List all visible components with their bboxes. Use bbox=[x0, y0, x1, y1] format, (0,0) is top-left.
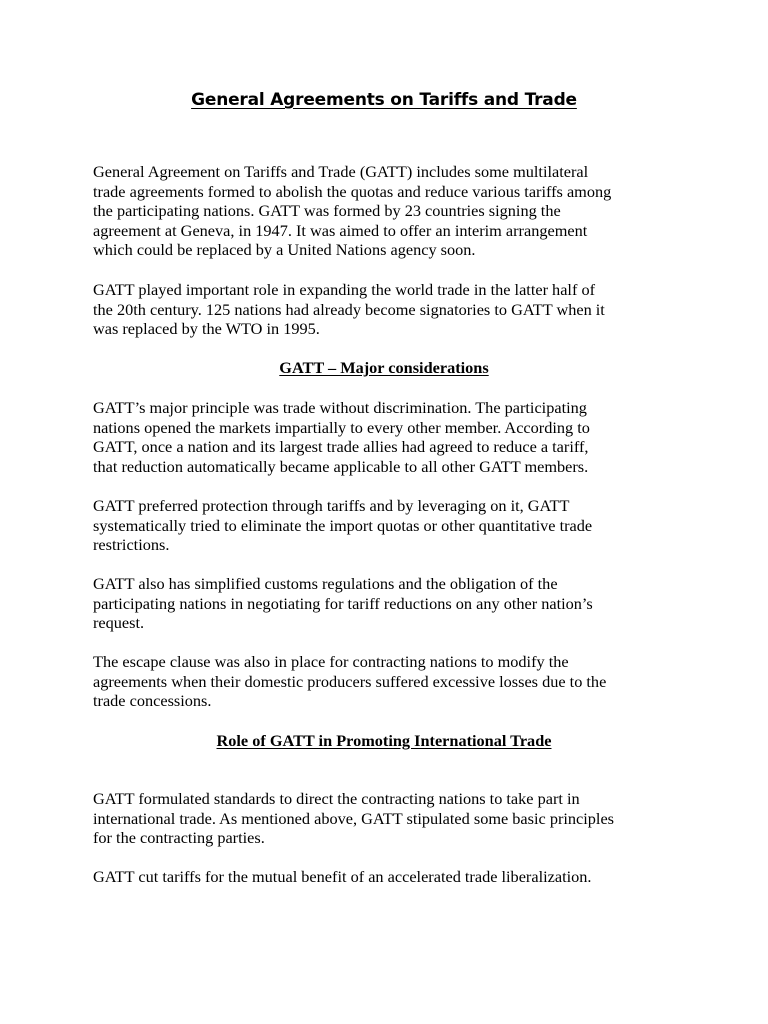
heading-major-considerations: GATT – Major considerations bbox=[279, 358, 489, 377]
paragraph-tariff-protection: GATT preferred protection through tariffs and by leveraging on it, GATT systematically tried to eliminate the import quotas or other quantitative trade restrictions. bbox=[93, 496, 593, 555]
paragraph-non-discrimination: GATT’s major principle was trade without discrimination. The participating nations opened the markets impartially to every other member. According to GATT, once a nation and its largest trade allies had agreed to reduce a tariff, that reduction automatically became applicable to all other GATT members. bbox=[93, 398, 590, 476]
paragraph-gatt-intro: General Agreement on Tariffs and Trade (GATT) includes some multilateral trade agreements formed to abolish the quotas and reduce various tariffs among the participating nations. GATT was formed by 23 countries signing the agreement at Geneva, in 1947. It was aimed to offer an interim arrangement which could be replaced by a United Nations agency soon. bbox=[93, 162, 612, 260]
paragraph-standards: GATT formulated standards to direct the contracting nations to take part in international trade. As mentioned above, GATT stipulated some basic principles for the contracting parties. bbox=[93, 789, 615, 848]
paragraph-tariff-cuts: GATT cut tariffs for the mutual benefit of an accelerated trade liberalization. bbox=[93, 867, 592, 886]
paragraph-gatt-role: GATT played important role in expanding the world trade in the latter half of the 20th century. 125 nations had already become signatories to GATT when it was replaced by the WTO in 1995. bbox=[93, 280, 605, 339]
paragraph-customs-regulations: GATT also has simplified customs regulations and the obligation of the participating nations in negotiating for tariff reductions on any other nation’s request. bbox=[93, 574, 593, 633]
document-title: General Agreements on Tariffs and Trade bbox=[191, 90, 577, 110]
heading-role-of-gatt: Role of GATT in Promoting International Trade bbox=[216, 731, 552, 750]
paragraph-escape-clause: The escape clause was also in place for contracting nations to modify the agreements when their domestic producers suffered excessive losses due to the trade concessions. bbox=[93, 652, 607, 711]
